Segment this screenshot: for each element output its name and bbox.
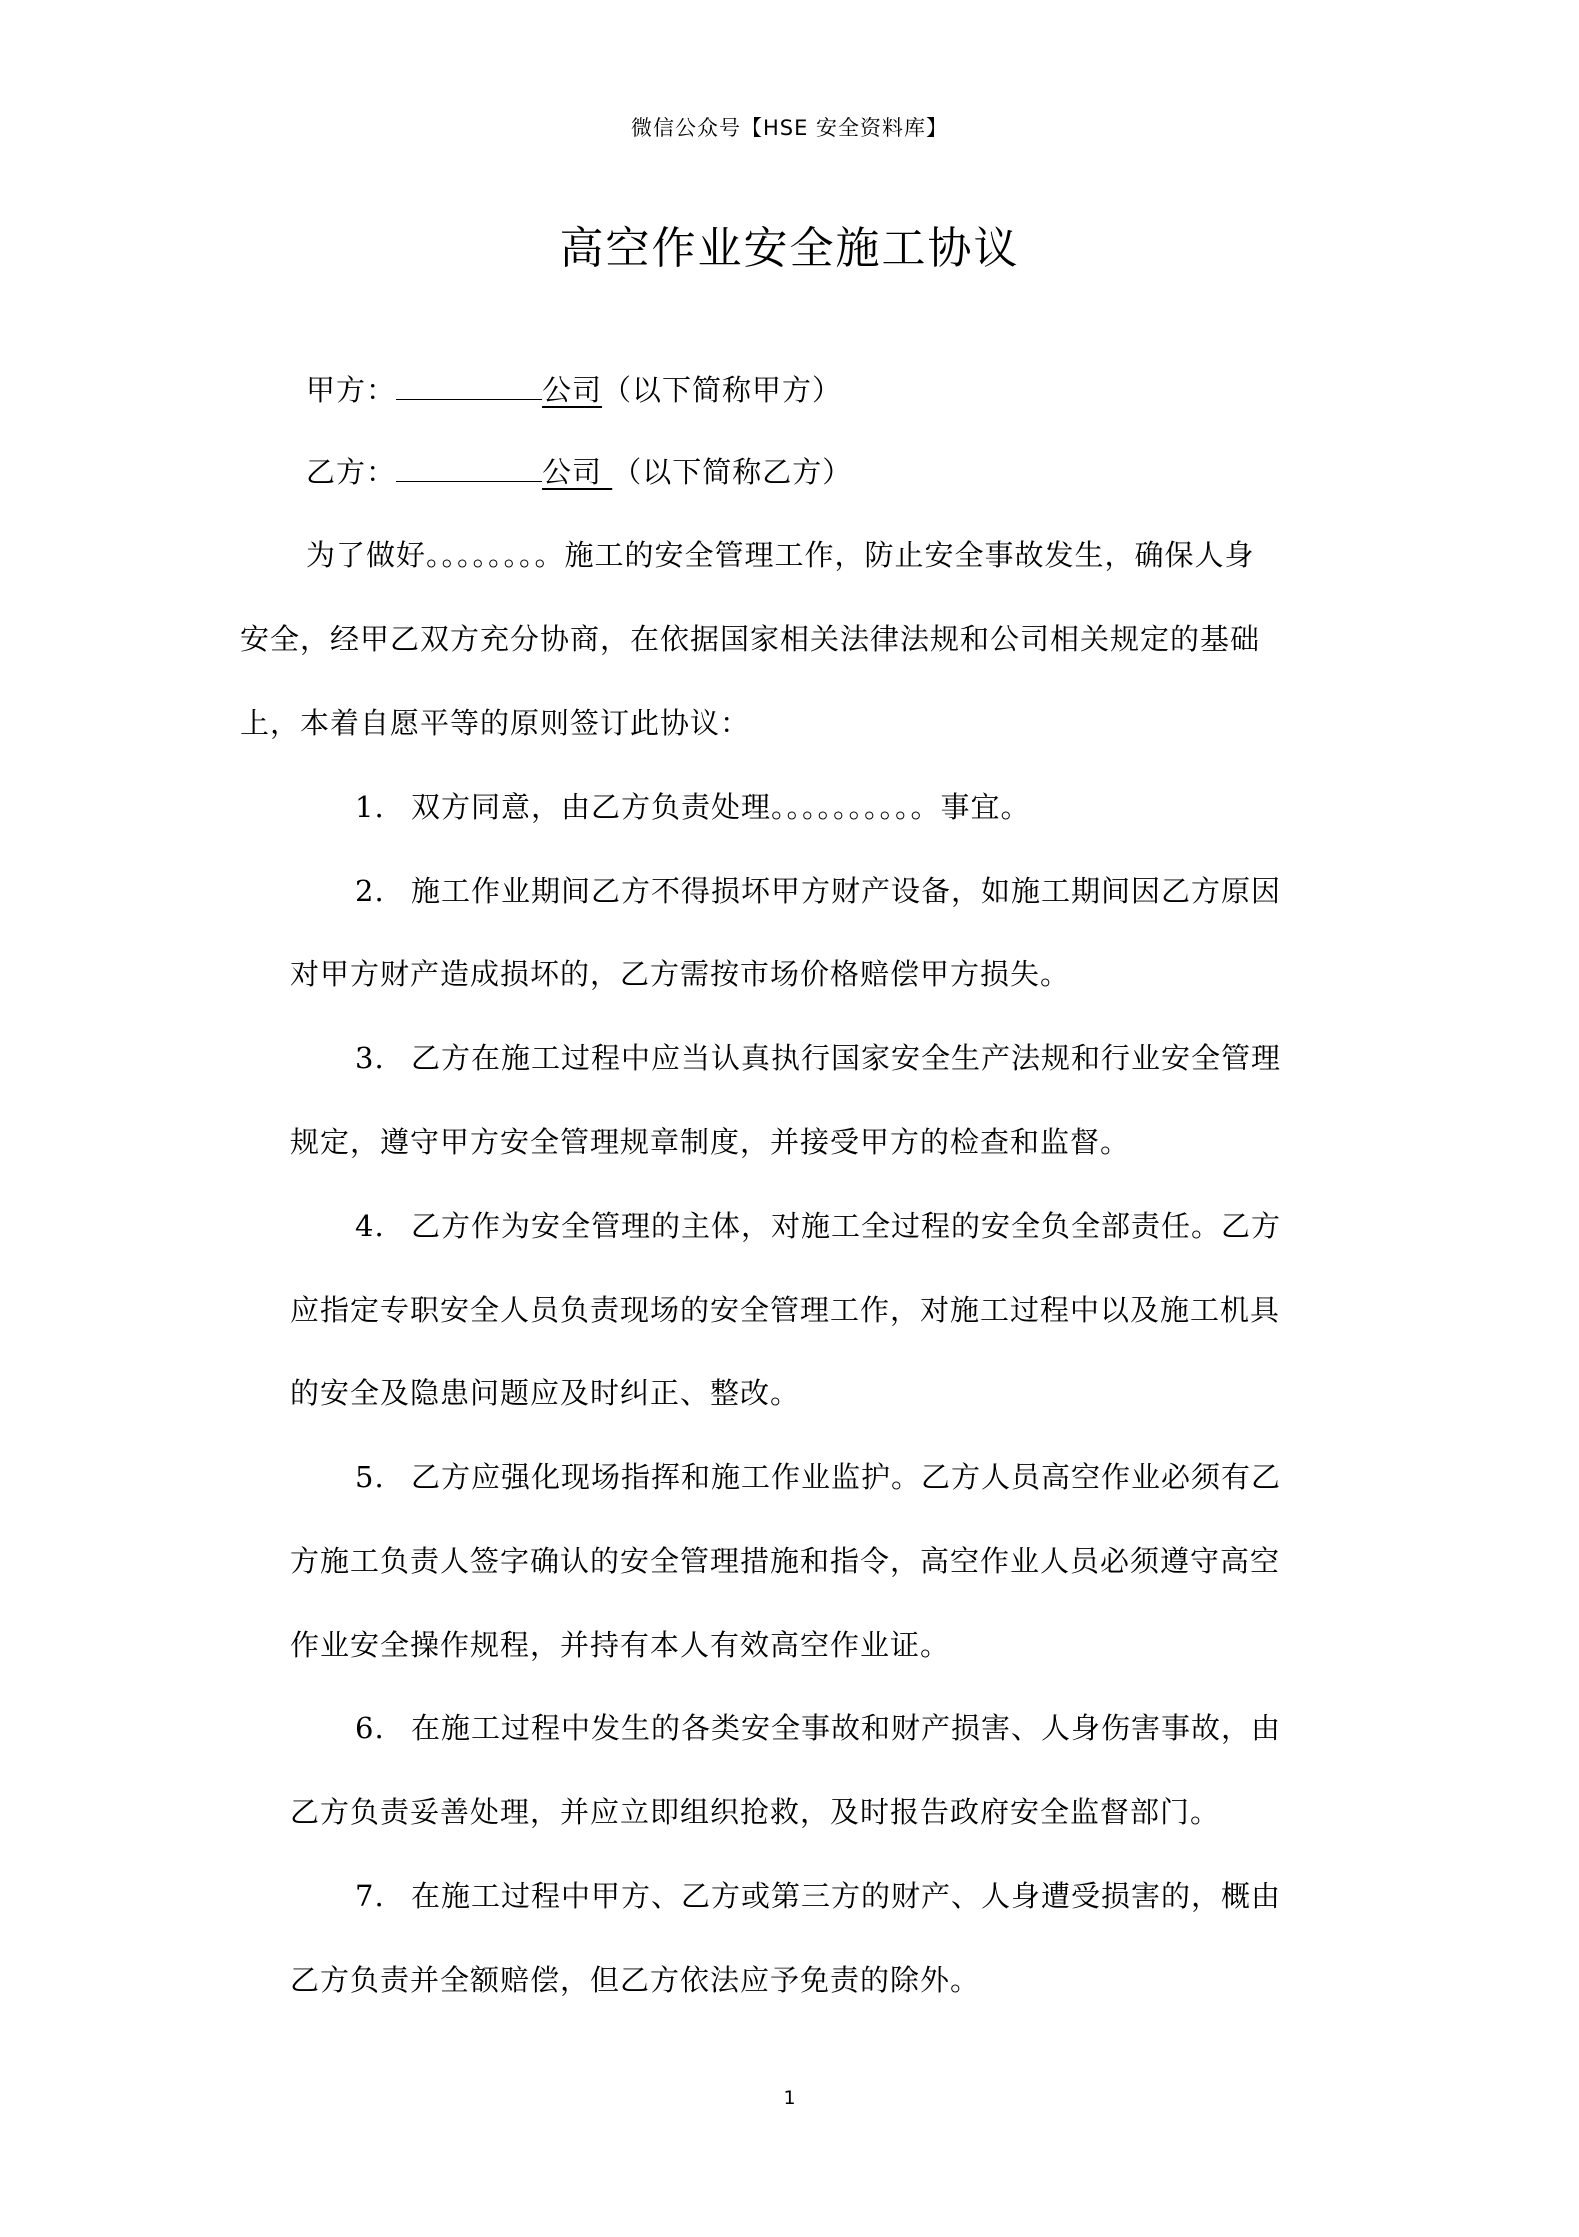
- clause-5-line-1: [355, 1457, 1281, 1497]
- clause-5-number: 5.: [355, 1460, 385, 1494]
- clause-5-line-3: 作业安全操作规程，并持有本人有效高空作业证。: [290, 1628, 951, 1662]
- page-number: 1: [783, 2087, 796, 2109]
- clause-6-line-1: [355, 1708, 1281, 1748]
- clause-4-number: 4.: [355, 1209, 385, 1243]
- party-b-label: 乙方：: [306, 455, 397, 489]
- document-title: 高空作业安全施工协议: [559, 223, 1020, 274]
- clause-5-text: 乙方应强化现场指挥和施工作业监护。乙方人员高空作业必须有乙: [411, 1460, 1282, 1494]
- clause-4-line-3: 的安全及隐患问题应及时纠正、整改。: [290, 1376, 801, 1410]
- clause-5-line-2: 方施工负责人签字确认的安全管理措施和指令，高空作业人员必须遵守高空: [290, 1544, 1281, 1578]
- party-a-line: [306, 370, 842, 410]
- clause-2-number: 2.: [355, 874, 385, 908]
- party-b-note: （以下简称乙方）: [612, 455, 853, 489]
- clause-6-line-2: 乙方负责妥善处理，并应立即组织抢救，及时报告政府安全监督部门。: [290, 1795, 1221, 1829]
- clause-1-text: 双方同意，由乙方负责处理。。。。。。。。。。事宜。: [411, 790, 1031, 824]
- party-b-line: [306, 452, 852, 492]
- intro-line-2: 安全，经甲乙双方充分协商，在依据国家相关法律法规和公司相关规定的基础: [240, 622, 1261, 656]
- party-b-blank: [396, 453, 542, 482]
- clause-1-line-1: [355, 787, 1031, 827]
- clause-3-line-2: 规定，遵守甲方安全管理规章制度，并接受甲方的检查和监督。: [290, 1125, 1131, 1159]
- party-a-blank: [396, 371, 542, 400]
- party-b-company: 公司: [542, 455, 613, 489]
- clause-2-line-1: [355, 871, 1281, 911]
- clause-3-text: 乙方在施工过程中应当认真执行国家安全生产法规和行业安全管理: [411, 1041, 1282, 1075]
- clause-6-text: 在施工过程中发生的各类安全事故和财产损害、人身伤害事故，由: [411, 1711, 1282, 1745]
- clause-7-number: 7.: [355, 1879, 385, 1913]
- party-a-note: （以下简称甲方）: [602, 373, 843, 407]
- clause-6-number: 6.: [355, 1711, 385, 1745]
- clause-4-text: 乙方作为安全管理的主体，对施工全过程的安全负全部责任。乙方: [411, 1209, 1282, 1243]
- intro-line-3: 上，本着自愿平等的原则签订此协议：: [240, 706, 751, 740]
- clause-4-line-1: [355, 1206, 1281, 1246]
- clause-3-number: 3.: [355, 1041, 385, 1075]
- clause-7-line-2: 乙方负责并全额赔偿，但乙方依法应予免责的除外。: [290, 1963, 981, 1997]
- clause-7-line-1: [355, 1876, 1281, 1916]
- clause-2-line-2: 对甲方财产造成损坏的，乙方需按市场价格赔偿甲方损失。: [290, 957, 1071, 991]
- clause-2-text: 施工作业期间乙方不得损坏甲方财产设备，如施工期间因乙方原因: [411, 874, 1282, 908]
- intro-line-1: 为了做好。。。。。。。。施工的安全管理工作，防止安全事故发生，确保人身: [306, 538, 1255, 572]
- clause-3-line-1: [355, 1038, 1281, 1078]
- party-a-company: 公司: [542, 373, 603, 407]
- page-header: 微信公众号【HSE 安全资料库】: [630, 116, 949, 140]
- clause-4-line-2: 应指定专职安全人员负责现场的安全管理工作，对施工过程中以及施工机具: [290, 1293, 1281, 1327]
- clause-7-text: 在施工过程中甲方、乙方或第三方的财产、人身遭受损害的，概由: [411, 1879, 1282, 1913]
- party-a-label: 甲方：: [306, 373, 397, 407]
- clause-1-number: 1.: [355, 790, 385, 824]
